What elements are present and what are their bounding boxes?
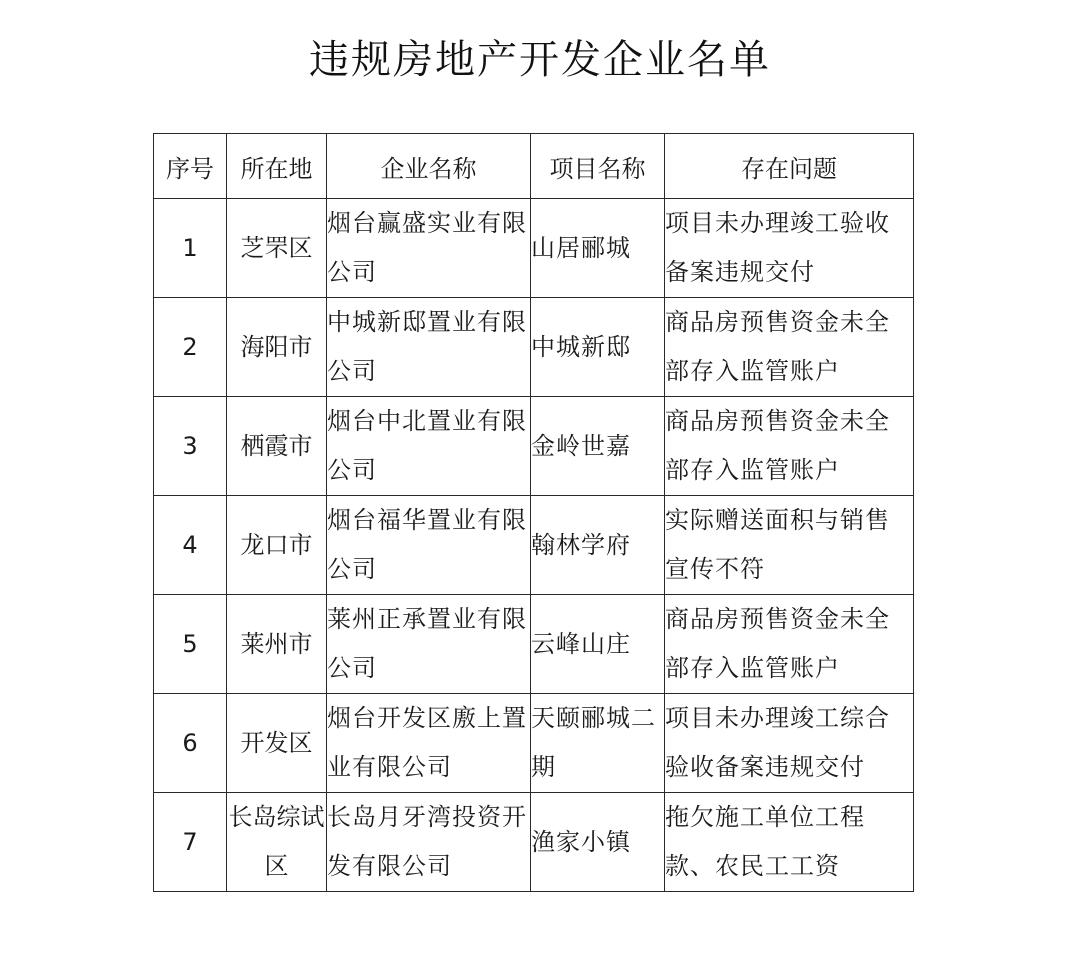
header-serial-number: 序号 (154, 134, 227, 199)
table-row (154, 397, 914, 496)
project-name-cell: 渔家小镇 (531, 793, 665, 892)
company-name-cell: 长岛月牙湾投资开发有限公司 (327, 793, 531, 892)
issue-cell: 实际赠送面积与销售宣传不符 (665, 496, 914, 595)
table-header-row (154, 134, 914, 199)
header-location: 所在地 (227, 134, 327, 199)
location-cell: 莱州市 (227, 595, 327, 694)
serial-number-cell: 3 (154, 397, 227, 496)
issue-cell: 商品房预售资金未全部存入监管账户 (665, 595, 914, 694)
issue-cell: 商品房预售资金未全部存入监管账户 (665, 298, 914, 397)
serial-number-cell: 4 (154, 496, 227, 595)
issue-cell: 项目未办理竣工综合验收备案违规交付 (665, 694, 914, 793)
issue-cell: 拖欠施工单位工程款、农民工工资 (665, 793, 914, 892)
table-row (154, 496, 914, 595)
header-issue: 存在问题 (665, 134, 914, 199)
project-name-cell: 中城新邸 (531, 298, 665, 397)
location-cell: 芝罘区 (227, 199, 327, 298)
document-title: 违规房地产开发企业名单 (309, 37, 771, 83)
location-cell: 龙口市 (227, 496, 327, 595)
company-name-cell: 烟台开发区廒上置业有限公司 (327, 694, 531, 793)
table-row (154, 298, 914, 397)
table-row (154, 199, 914, 298)
location-cell: 开发区 (227, 694, 327, 793)
violation-table (153, 133, 914, 892)
company-name-cell: 烟台赢盛实业有限公司 (327, 199, 531, 298)
company-name-cell: 中城新邸置业有限公司 (327, 298, 531, 397)
company-name-cell: 烟台福华置业有限公司 (327, 496, 531, 595)
serial-number-cell: 6 (154, 694, 227, 793)
header-company-name: 企业名称 (327, 134, 531, 199)
project-name-cell: 山居郦城 (531, 199, 665, 298)
header-project-name: 项目名称 (531, 134, 665, 199)
project-name-cell: 天颐郦城二期 (531, 694, 665, 793)
project-name-cell: 翰林学府 (531, 496, 665, 595)
table-row (154, 694, 914, 793)
company-name-cell: 莱州正承置业有限公司 (327, 595, 531, 694)
serial-number-cell: 1 (154, 199, 227, 298)
issue-cell: 商品房预售资金未全部存入监管账户 (665, 397, 914, 496)
issue-cell: 项目未办理竣工验收备案违规交付 (665, 199, 914, 298)
table-row (154, 595, 914, 694)
location-cell: 长岛综试区 (227, 793, 327, 892)
company-name-cell: 烟台中北置业有限公司 (327, 397, 531, 496)
location-cell: 海阳市 (227, 298, 327, 397)
project-name-cell: 金岭世嘉 (531, 397, 665, 496)
serial-number-cell: 7 (154, 793, 227, 892)
project-name-cell: 云峰山庄 (531, 595, 665, 694)
serial-number-cell: 5 (154, 595, 227, 694)
table-row (154, 793, 914, 892)
serial-number-cell: 2 (154, 298, 227, 397)
location-cell: 栖霞市 (227, 397, 327, 496)
